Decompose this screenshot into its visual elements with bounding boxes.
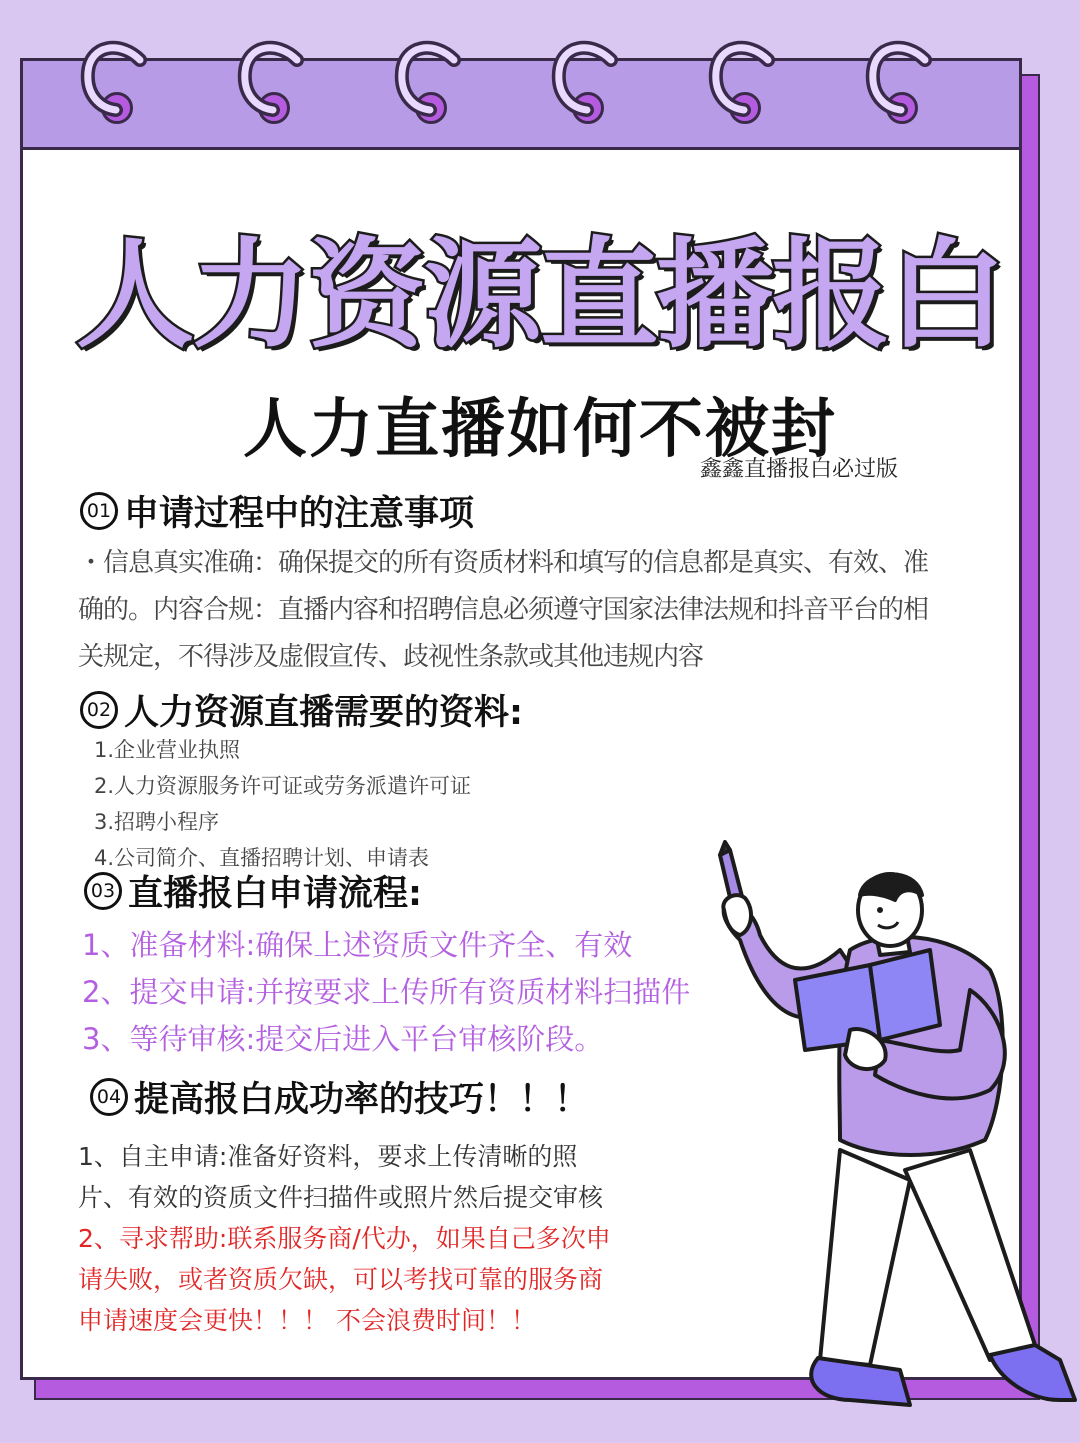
section-heading: 提高报白成功率的技巧！！！ [134, 1080, 590, 1120]
section-heading: 直播报白申请流程: [128, 874, 422, 914]
subtitle: 人力直播如何不被封 [243, 393, 837, 467]
main-title: 人力资源直播报白 [75, 226, 1004, 364]
list-item: 3、等待审核:提交后进入平台审核阶段。 [82, 1022, 604, 1056]
tip-line-highlight: 请失败，或者资质欠缺，可以考找可靠的服务商 [78, 1265, 604, 1294]
section-1-title [80, 486, 474, 536]
section-heading: 人力资源直播需要的资料: [124, 693, 523, 733]
section-number-badge: 02 [80, 691, 118, 729]
list-item: 3.招聘小程序 [94, 810, 220, 834]
tips-list [78, 1136, 611, 1341]
tip-line: 1、自主申请:准备好资料，要求上传清晰的照 [78, 1142, 578, 1171]
list-item: 2、提交申请:并按要求上传所有资质材料扫描件 [82, 975, 691, 1009]
section-number-badge: 03 [84, 872, 122, 910]
section-number-badge: 01 [80, 492, 118, 530]
tagline: 鑫鑫直播报白必过版 [700, 457, 899, 482]
tip-line-highlight: 2、寻求帮助:联系服务商/代办，如果自己多次申 [78, 1224, 611, 1253]
paragraph-line: 关规定，不得涉及虚假宣传、歧视性条款或其他违规内容 [78, 642, 704, 672]
list-item: 1、准备材料:确保上述资质文件齐全、有效 [82, 928, 633, 962]
section-1-paragraph [78, 540, 1018, 681]
section-3-title [84, 866, 422, 916]
tip-line-highlight: 申请速度会更快！！！ 不会浪费时间！！ [78, 1306, 536, 1335]
list-item: 2.人力资源服务许可证或劳务派遣许可证 [94, 774, 472, 798]
materials-list [94, 732, 471, 876]
paragraph-line: ・信息真实准确：确保提交的所有资质材料和填写的信息都是真实、有效、准 [78, 548, 929, 578]
section-number-badge: 04 [90, 1078, 128, 1116]
binder-ring-icon [0, 0, 1080, 140]
paragraph-line: 确的。内容合规：直播内容和招聘信息必须遵守国家法律法规和抖音平台的相 [78, 595, 929, 625]
tip-line: 片、有效的资质文件扫描件或照片然后提交审核 [78, 1183, 604, 1212]
section-4-title [90, 1072, 589, 1122]
list-item: 4.公司简介、直播招聘计划、申请表 [94, 846, 430, 870]
list-item: 1.企业营业执照 [94, 738, 241, 762]
section-2-title [80, 685, 523, 735]
teacher-illustration [700, 840, 1080, 1440]
process-list [82, 922, 690, 1063]
section-heading: 申请过程中的注意事项 [124, 494, 475, 534]
